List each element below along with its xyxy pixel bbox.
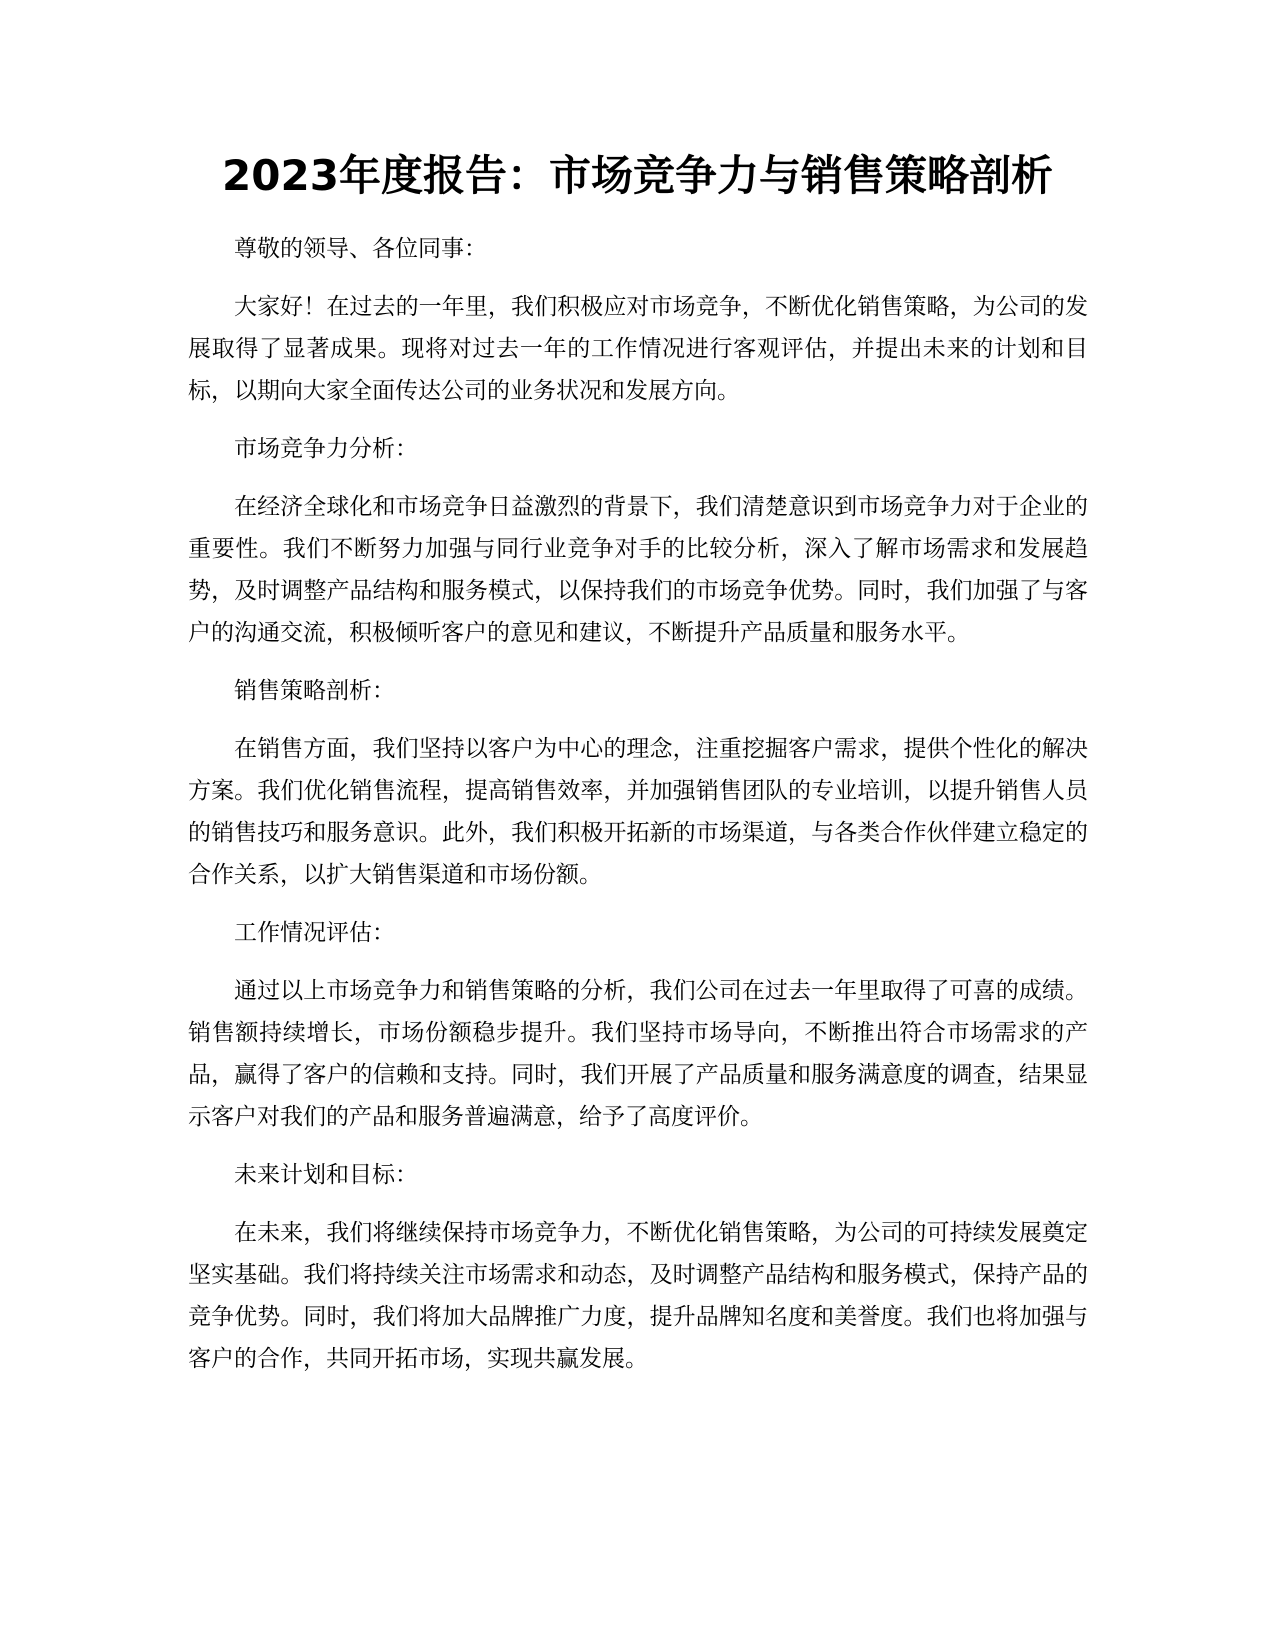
paragraph-future-plans: 在未来，我们将继续保持市场竞争力，不断优化销售策略，为公司的可持续发展奠定坚实基础。我们将持续关注市场需求和动态，及时调整产品结构和服务模式，保持产品的竞争优势。同时，我们将加大品牌推广力度，提升品牌知名度和美誉度。我们也将加强与客户的合作，共同开拓市场，实现共赢发展。 [188, 1220, 1088, 1372]
section-heading-work-evaluation: 工作情况评估： [234, 920, 395, 946]
paragraph-work-evaluation: 通过以上市场竞争力和销售策略的分析，我们公司在过去一年里取得了可喜的成绩。销售额持续增长，市场份额稳步提升。我们坚持市场导向，不断推出符合市场需求的产品，赢得了客户的信赖和支持。同时，我们开展了产品质量和服务满意度的调查，结果显示客户对我们的产品和服务普遍满意，给予了高度评价。 [188, 978, 1088, 1130]
document-body [188, 228, 1088, 1396]
paragraph-sales-strategy: 在销售方面，我们坚持以客户为中心的理念，注重挖掘客户需求，提供个性化的解决方案。我们优化销售流程，提高销售效率，并加强销售团队的专业培训，以提升销售人员的销售技巧和服务意识。此外，我们积极开拓新的市场渠道，与各类合作伙伴建立稳定的合作关系，以扩大销售渠道和市场份额。 [188, 736, 1088, 888]
section-heading-future-plans: 未来计划和目标： [234, 1162, 418, 1188]
document-title: 2023年度报告：市场竞争力与销售策略剖析 [222, 151, 1053, 200]
paragraph-salutation: 尊敬的领导、各位同事： [234, 236, 487, 262]
paragraph-market-competitiveness: 在经济全球化和市场竞争日益激烈的背景下，我们清楚意识到市场竞争力对于企业的重要性。我们不断努力加强与同行业竞争对手的比较分析，深入了解市场需求和发展趋势，及时调整产品结构和服务模式，以保持我们的市场竞争优势。同时，我们加强了与客户的沟通交流，积极倾听客户的意见和建议，不断提升产品质量和服务水平。 [188, 494, 1088, 646]
section-heading-market-competitiveness: 市场竞争力分析： [234, 436, 418, 462]
paragraph-intro: 大家好！在过去的一年里，我们积极应对市场竞争，不断优化销售策略，为公司的发展取得了显著成果。现将对过去一年的工作情况进行客观评估，并提出未来的计划和目标，以期向大家全面传达公司的业务状况和发展方向。 [188, 294, 1088, 404]
section-heading-sales-strategy: 销售策略剖析： [234, 678, 395, 704]
